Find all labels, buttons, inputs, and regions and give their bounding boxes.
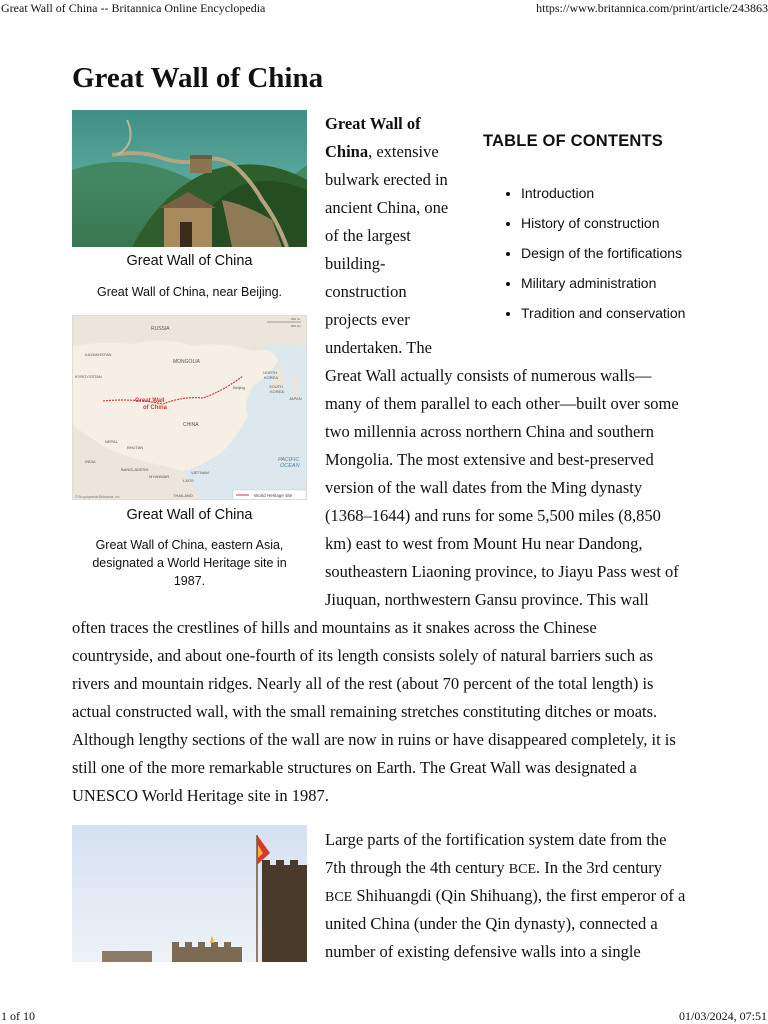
- map-label-thailand: THAILAND: [173, 493, 193, 498]
- paragraph-line: of the largest: [325, 226, 411, 245]
- paragraph-line: UNESCO World Heritage site in 1987.: [72, 786, 329, 805]
- toc-heading: TABLE OF CONTENTS: [483, 132, 664, 150]
- print-footer: [0, 1008, 768, 1024]
- paragraph-line-text: Shihuangdi (Qin Shihuang), the first emperor of a: [352, 886, 686, 905]
- map-label-great-wall-2: of China: [143, 405, 167, 411]
- paragraph-line: two millennia across northern China and southern: [325, 422, 655, 441]
- map-label-bangladesh: BANGLADESH: [121, 467, 149, 472]
- map-scale-km: 500 km: [291, 324, 301, 328]
- great-wall-photo[interactable]: [72, 110, 307, 247]
- map-label-japan: JAPAN: [289, 396, 302, 401]
- paragraph-line: [325, 882, 685, 912]
- map-label-laos: LAOS: [183, 478, 194, 483]
- caption-text-line-1: Great Wall of China, eastern Asia,: [95, 538, 284, 552]
- map-label-china: CHINA: [183, 422, 199, 428]
- paragraph-line: actual constructed wall, with the small remaining stretches constituting ditches or moats.: [72, 702, 658, 721]
- era-abbreviation: BCE: [508, 862, 536, 877]
- paragraph-line-text: . In the 3rd century: [536, 858, 662, 877]
- paragraph-line: number of existing defensive walls into a single: [325, 942, 641, 961]
- paragraph-line: ancient China, one: [325, 198, 449, 217]
- paragraph-line: construction: [325, 282, 407, 301]
- map-label-bhutan: BHUTAN: [127, 445, 144, 450]
- map-label-beijing: Beijing: [233, 385, 246, 390]
- paragraph-line: (1368–1644) and runs for some 5,500 miles (8,850: [325, 506, 661, 525]
- paragraph-line: km) east to west from Mount Hu near Dandong,: [325, 534, 643, 553]
- map-legend: World Heritage site: [254, 493, 293, 498]
- tower-photo-graphic: [72, 825, 307, 962]
- paragraph-line: projects ever: [325, 310, 410, 329]
- paragraph-line: countryside, and about one-fourth of its length consists solely of natural barriers such as: [72, 646, 654, 665]
- paragraph-line: still one of the more remarkable structures on Earth. The Great Wall was designated a: [72, 758, 637, 777]
- caption-text-line-2: designated a World Heritage site in: [92, 556, 287, 570]
- map-label-great-wall-1: Great Wall: [135, 398, 165, 404]
- lead-term: Great Wall of: [325, 114, 421, 133]
- paragraph-line: united China (under the Qin dynasty), connected a: [325, 914, 658, 933]
- paragraph-line: often traces the crestlines of hills and mountains as it snakes across the Chinese: [72, 618, 597, 637]
- toc-item-introduction[interactable]: • Introduction: [521, 178, 741, 208]
- map-label-kyrgyzstan: KYRGYZSTAN: [75, 374, 102, 379]
- paragraph-line: [325, 854, 662, 884]
- map-label-kazakhstan: KAZAKHSTAN: [85, 352, 112, 357]
- map-caption-title: [72, 506, 307, 524]
- caption-title: Great Wall of China: [126, 507, 253, 523]
- paragraph-line-text: 7th through the 4th century: [325, 858, 509, 877]
- map-scale-mi: 500 mi: [291, 317, 301, 321]
- map-label-nepal: NEPAL: [105, 439, 118, 444]
- map-caption: [76, 536, 303, 590]
- paragraph-line: many of them parallel to each other—built over some: [325, 394, 679, 413]
- paragraph-line: Mongolia. The most extensive and best-preserved: [325, 450, 654, 469]
- map-label-india: INDIA: [85, 459, 96, 464]
- map-label-north-korea-1: NORTH: [263, 370, 278, 375]
- map-label-russia: RUSSIA: [151, 326, 170, 332]
- map-graphic: [73, 316, 307, 500]
- map-label-pacific-2: OCEAN: [280, 463, 300, 469]
- page-number: 1 of 10: [1, 1009, 35, 1023]
- paragraph-line: southeastern Liaoning province, to Jiayu Pass west of: [325, 562, 679, 581]
- paragraph-line: building-: [325, 254, 386, 273]
- paragraph-line: [325, 138, 439, 166]
- toc-item-history[interactable]: • History of construction: [521, 208, 741, 238]
- print-datetime: 01/03/2024, 07:51: [678, 1009, 767, 1023]
- toc-list: [499, 178, 741, 328]
- map-label-mongolia: MONGOLIA: [173, 359, 200, 365]
- great-wall-map[interactable]: [72, 315, 307, 500]
- paragraph-line: version of the wall dates from the Ming dynasty: [325, 478, 643, 497]
- toc-item-military[interactable]: • Military administration: [521, 268, 741, 298]
- toc-item-design[interactable]: • Design of the fortifications: [521, 238, 741, 268]
- paragraph-line: Although lengthy sections of the wall are now in ruins or have disappeared completely, it is: [72, 730, 676, 749]
- photo-caption-title: [72, 252, 307, 270]
- map-credit: © Encyclopædia Britannica, Inc.: [75, 495, 121, 499]
- map-label-pacific-1: PACIFIC: [278, 457, 300, 463]
- great-wall-photo-graphic: [72, 110, 307, 247]
- caption-title: Great Wall of China: [126, 253, 253, 269]
- paragraph-line: Jiuquan, northwestern Gansu province. This wall: [325, 590, 649, 609]
- paragraph-line: bulwark erected in: [325, 170, 448, 189]
- map-label-vietnam: VIETNAM: [191, 470, 209, 475]
- paragraph-line: Great Wall actually consists of numerous walls—: [325, 366, 652, 385]
- era-abbreviation: BCE: [325, 890, 353, 905]
- print-header-url[interactable]: https://www.britannica.com/print/article/243863: [536, 1, 768, 15]
- caption-text-line-3: 1987.: [173, 574, 206, 588]
- map-label-south-korea-1: SOUTH: [269, 384, 283, 389]
- print-header: [0, 0, 768, 16]
- great-wall-tower-photo[interactable]: [72, 825, 307, 962]
- caption-text: Great Wall of China, near Beijing.: [96, 285, 283, 299]
- map-label-south-korea-2: KOREA: [270, 389, 285, 394]
- article-title: Great Wall of China: [72, 62, 324, 94]
- paragraph-line: Large parts of the fortification system date from the: [325, 830, 667, 849]
- paragraph-line-text: , extensive: [368, 142, 439, 161]
- paragraph-line: rivers and mountain ridges. Nearly all of the rest (about 70 percent of the total length) is: [72, 674, 654, 693]
- toc-item-tradition[interactable]: • Tradition and conservation: [521, 298, 741, 328]
- lead-term: China: [325, 142, 369, 161]
- photo-caption: [72, 283, 307, 301]
- print-header-title: Great Wall of China -- Britannica Online Encyclopedia: [1, 1, 266, 15]
- paragraph-line: undertaken. The: [325, 338, 432, 357]
- map-label-north-korea-2: KOREA: [264, 375, 279, 380]
- map-label-myanmar: MYANMAR: [149, 474, 170, 479]
- table-of-contents: [483, 132, 713, 321]
- paragraph-line: [325, 110, 421, 138]
